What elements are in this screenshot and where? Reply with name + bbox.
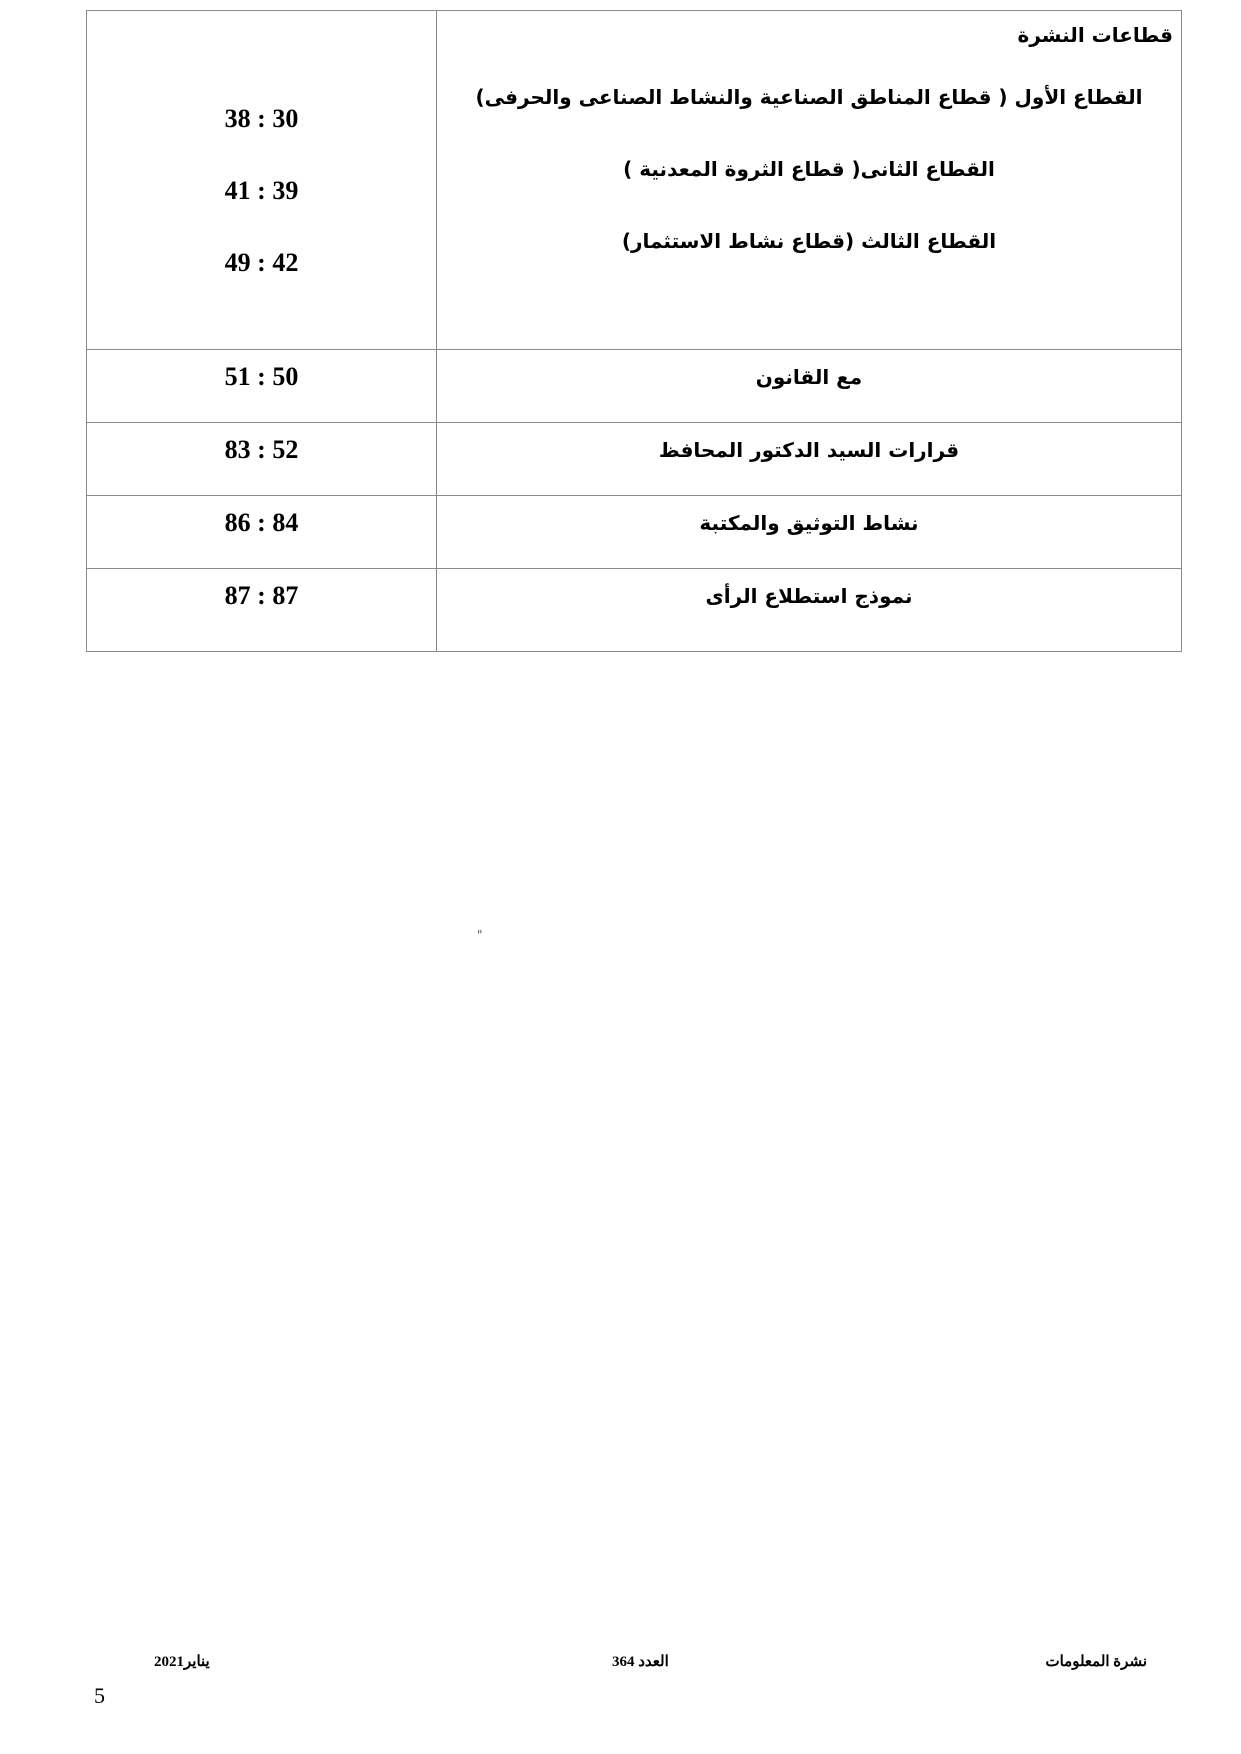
table-row [87,350,1182,423]
sector-2-pages: 41 : 39 [224,176,299,205]
sector-1-pages: 38 : 30 [224,104,299,133]
sectors-title-cell [437,11,1182,350]
row-title: نموذج استطلاع الرأى [437,569,1182,652]
page-number: 5 [94,1683,105,1708]
stray-quote-mark: " [477,928,483,942]
row-title: قرارات السيد الدكتور المحافظ [437,423,1182,496]
row-pages: 86 : 84 [87,496,437,569]
row-pages: 87 : 87 [87,569,437,652]
table-row [87,423,1182,496]
sector-2-title: القطاع الثانى( قطاع الثروة المعدنية ) [623,157,995,181]
table-row [87,496,1182,569]
footer-publication: نشرة المعلومات [1045,1654,1147,1670]
sectors-pages-cell [87,11,437,350]
footer-date: يناير2021 [154,1654,210,1670]
row-title: مع القانون [437,350,1182,423]
row-title: نشاط التوثيق والمكتبة [437,496,1182,569]
row-pages: 83 : 52 [87,423,437,496]
sector-3-pages: 49 : 42 [224,248,299,277]
sector-1-title: القطاع الأول ( قطاع المناطق الصناعية والنشاط الصناعى والحرفى) [475,85,1143,109]
sector-3-title: القطاع الثالث (قطاع نشاط الاستثمار) [621,229,997,253]
sectors-heading: قطاعات النشرة [1017,23,1173,47]
table-row [87,569,1182,652]
table-of-contents [86,10,1182,652]
row-pages: 51 : 50 [87,350,437,423]
footer-issue: العدد 364 [612,1654,669,1670]
table-row-sectors [87,11,1182,350]
